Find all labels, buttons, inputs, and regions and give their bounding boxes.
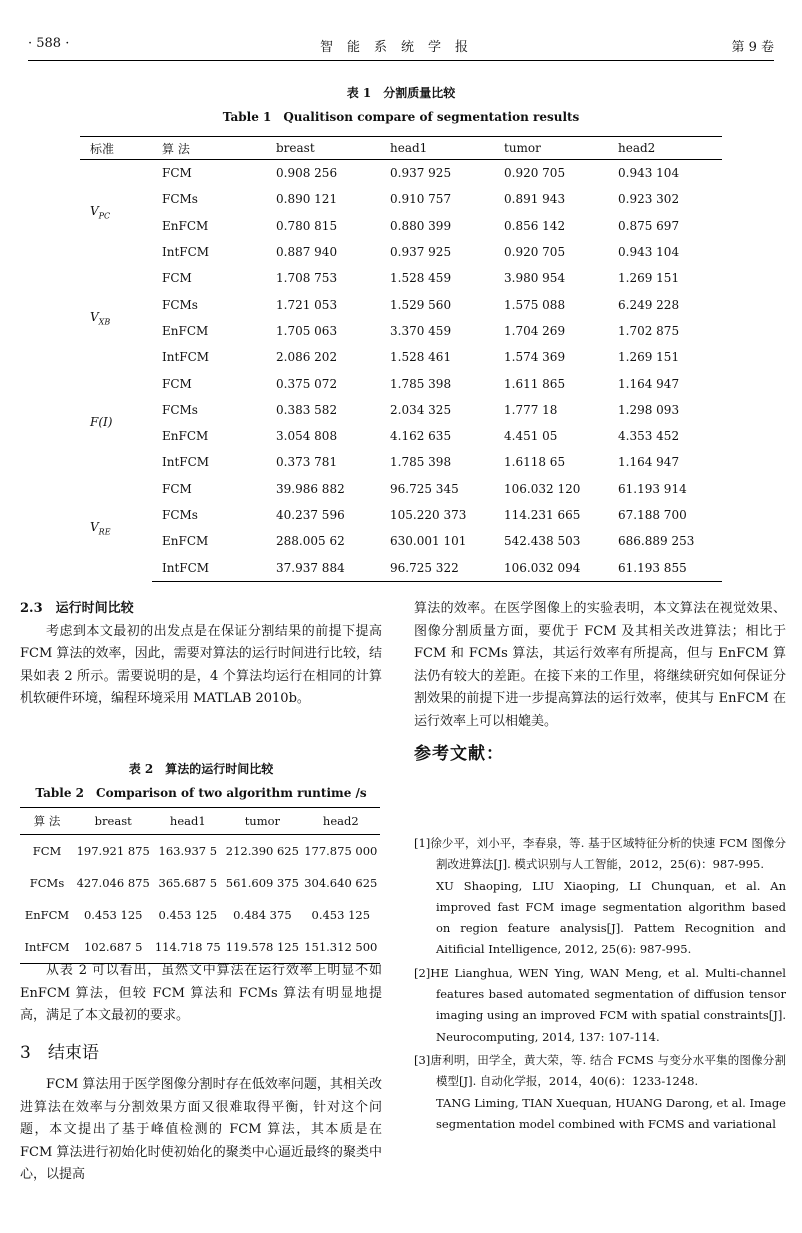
table1-algorithm-cell: FCM <box>162 481 192 496</box>
table1-value-cell: 4.353 452 <box>618 429 680 444</box>
table1-value-cell: 0.887 940 <box>276 245 338 260</box>
table1-value-cell: 0.910 757 <box>390 192 452 207</box>
table2-value-cell: 0.453 125 <box>158 908 218 922</box>
table1-value-cell: 542.438 503 <box>504 534 581 549</box>
table1-value-cell: 1.269 151 <box>618 350 680 365</box>
table1-row <box>80 528 722 554</box>
table1-value-cell: 4.162 635 <box>390 429 452 444</box>
table2-header-cell: head1 <box>152 808 223 835</box>
table1-value-cell: 39.986 882 <box>276 481 345 496</box>
table1-row <box>80 370 722 396</box>
table1-value-cell: 2.086 202 <box>276 350 338 365</box>
table2-caption-cn: 表 2 算法的运行时间比较 <box>128 762 274 776</box>
table1-value-cell: 1.528 461 <box>390 350 452 365</box>
table1-value-cell: 0.908 256 <box>276 166 338 181</box>
table1-value-cell: 67.188 700 <box>618 508 687 522</box>
table1-header-cell: head1 <box>380 137 494 160</box>
table1-value-cell: 61.193 914 <box>618 481 687 496</box>
table1-row <box>80 318 722 344</box>
table2-algorithm-cell: FCMs <box>29 876 65 890</box>
table1-value-cell: 3.054 808 <box>276 429 338 444</box>
table1-value-cell: 1.269 151 <box>618 271 680 286</box>
table1-value-cell: 4.451 05 <box>504 429 558 444</box>
table1-value-cell: 3.980 954 <box>504 271 566 286</box>
table1-algorithm-cell: FCM <box>162 271 192 286</box>
table1-criterion-cell: $V_{RE}$ <box>90 520 111 537</box>
table1-value-cell: 96.725 345 <box>390 481 459 496</box>
table1-value-cell: 1.528 459 <box>390 271 452 286</box>
reference-item: [2]HE Lianghua, WEN Ying, WAN Meng, et al. Multi-channel features based automated segmentation of diffusion tensor imaging using an improved FCM with spatial constraints[J]. Neurocomputing, 2014, 137: 107-114. <box>414 965 786 1044</box>
paragraph-runtime: 考虑到本文最初的出发点是在保证分割结果的前提下提高 FCM 算法的效率，因此，需要对算法的运行时间进行比较，结果如表 2 所示。需要说明的是，4 个算法均运行在相同的计算机软硬件环境，编程环境采用 MATLAB 2010b。 <box>20 623 382 706</box>
table1-value-cell: 61.193 855 <box>608 554 722 581</box>
volume-label: 第 9 卷 <box>731 40 774 55</box>
table1-header-cell: tumor <box>494 137 608 160</box>
table1-value-cell: 1.785 398 <box>390 376 452 391</box>
paragraph-conclusion-cont: 算法的效率。在医学图像上的实验表明，本文算法在视觉效果、图像分割质量方面，要优于 FCM 及其相关改进算法；相比于 FCM 和 FCMs 算法，其运行效率有所提高，但与 EnFCM 算法仍有较大的差距。在接下来的工作里，将继续研究如何保证分割效果的前提下进一步提高算法的运行效率，使其与 EnFCM 在运行效率上可以相媲美。 <box>414 601 786 729</box>
table2-algorithm-cell: FCM <box>32 844 62 858</box>
table1-row <box>80 423 722 449</box>
table1-value-cell: 114.231 665 <box>504 508 581 522</box>
table1-algorithm-cell: FCM <box>162 166 192 181</box>
table1-value-cell: 106.032 094 <box>494 554 608 581</box>
table1-algorithm-cell: EnFCM <box>162 429 209 444</box>
table2-header-cell: head2 <box>302 808 380 835</box>
table1-row <box>80 397 722 423</box>
table2 <box>20 807 380 964</box>
table1-value-cell: 0.920 705 <box>504 245 566 260</box>
table1-value-cell: 1.575 088 <box>504 297 566 312</box>
table1-value-cell: 2.034 325 <box>390 402 452 417</box>
table2-row <box>20 899 380 931</box>
section-3-heading: 3 结束语 <box>20 1042 99 1063</box>
table1-value-cell: 0.937 925 <box>390 245 452 260</box>
table1-row <box>80 213 722 239</box>
table1-criterion-cell: $V_{PC}$ <box>90 204 111 221</box>
table1-value-cell: 1.721 053 <box>276 297 338 312</box>
table1-row <box>80 239 722 265</box>
table1-row <box>80 554 722 581</box>
running-header <box>28 36 774 56</box>
paragraph-conclusion: FCM 算法用于医学图像分割时存在低效率问题，其相关改进算法在效率与分割效果方面又很难取得平衡，针对这个问题，本文提出了基于峰值检测的 FCM 算法，其本质是在 FCM 算法进行初始化时使初始化的聚类中心逼近最终的聚类中心，以提高 <box>20 1077 382 1182</box>
reference-item: [3]唐利明，田学全，黄大荣，等. 结合 FCMS 与变分水平集的图像分割模型[J]. 自动化学报，2014，40(6)：1233-1248. TANG Liming, TIAN Xuequan, HUANG Darong, et al. Image segmentation model combined with FCMS and variational <box>414 1052 786 1131</box>
table1-value-cell: 0.780 815 <box>276 218 338 233</box>
table1-value-cell: 1.705 063 <box>276 323 338 338</box>
table2-value-cell: 114.718 75 <box>152 931 223 964</box>
table2-value-cell: 119.578 125 <box>223 931 301 964</box>
table2-caption-en: Table 2 Comparison of two algorithm runtime /s <box>35 786 367 800</box>
table1-algorithm-cell: EnFCM <box>162 323 209 338</box>
table1-value-cell: 0.373 781 <box>276 455 338 470</box>
table1-row <box>80 291 722 317</box>
table1-value-cell: 1.529 560 <box>390 297 452 312</box>
table2-value-cell: 163.937 5 <box>158 844 218 858</box>
table1-value-cell: 630.001 101 <box>390 534 467 549</box>
table1-value-cell: 1.785 398 <box>390 455 452 470</box>
section-2-3-heading: 2.3 运行时间比较 <box>20 601 134 616</box>
table2-value-cell: 102.687 5 <box>74 931 152 964</box>
table1-row <box>80 476 722 502</box>
table1-algorithm-cell: FCMs <box>162 297 198 312</box>
references-list <box>414 833 786 1137</box>
table1-value-cell: 0.375 072 <box>276 376 338 391</box>
table2-value-cell: 151.312 500 <box>302 931 380 964</box>
table2-value-cell: 197.921 875 <box>76 844 150 858</box>
table1-value-cell: 1.611 865 <box>504 376 566 391</box>
table2-algorithm-cell: EnFCM <box>24 908 70 922</box>
table1-algorithm-cell: FCMs <box>162 192 198 207</box>
table1-header-cell: breast <box>266 137 380 160</box>
table1-algorithm-cell: FCM <box>162 376 192 391</box>
table1-row <box>80 502 722 528</box>
table1-value-cell: 1.164 947 <box>618 455 680 470</box>
table1-value-cell: 1.6118 65 <box>504 455 566 470</box>
table2-value-cell: 212.390 625 <box>225 844 299 858</box>
table1-caption-en: Table 1 Qualitison compare of segmentation results <box>222 110 580 124</box>
table1-header-cell: head2 <box>608 137 722 160</box>
table2-value-cell: 304.640 625 <box>304 876 378 890</box>
table2-value-cell: 0.453 125 <box>311 908 371 922</box>
table2-value-cell: 427.046 875 <box>76 876 150 890</box>
journal-name: 智能系统学报 <box>319 40 482 55</box>
table1-algorithm-cell: IntFCM <box>152 554 266 581</box>
table2-header-cell: 算 法 <box>20 808 74 835</box>
table1-header-row <box>80 137 722 160</box>
table1 <box>80 136 722 582</box>
table1-criterion-cell: F(I) <box>90 414 113 429</box>
table2-row <box>20 835 380 868</box>
table1-value-cell: 0.875 697 <box>618 218 680 233</box>
table1-value-cell: 686.889 253 <box>618 534 695 549</box>
table1-value-cell: 0.890 121 <box>276 192 338 207</box>
table1-value-cell: 0.383 582 <box>276 402 338 417</box>
table1-value-cell: 1.704 269 <box>504 323 566 338</box>
table1-value-cell: 1.777 18 <box>504 402 558 417</box>
table1-header-cell: 标准 <box>80 137 152 160</box>
table1-value-cell: 0.937 925 <box>390 166 452 181</box>
table1-algorithm-cell: FCMs <box>162 402 198 417</box>
table2-header-cell: tumor <box>223 808 301 835</box>
table1-value-cell: 96.725 322 <box>380 554 494 581</box>
table1-algorithm-cell: EnFCM <box>162 218 209 233</box>
table2-header-row <box>20 808 380 835</box>
table1-value-cell: 6.249 228 <box>618 297 680 312</box>
table1-value-cell: 0.880 399 <box>390 218 452 233</box>
table1-row <box>80 344 722 370</box>
table1-value-cell: 40.237 596 <box>276 508 345 522</box>
table1-value-cell: 105.220 373 <box>390 508 467 522</box>
table1-algorithm-cell: IntFCM <box>162 350 210 365</box>
table2-algorithm-cell: IntFCM <box>20 931 74 964</box>
page-number: · 588 · <box>28 36 70 51</box>
table1-value-cell: 0.943 104 <box>618 245 680 260</box>
table2-row <box>20 931 380 964</box>
left-column-lower <box>20 960 382 1187</box>
references-heading: 参考文献： <box>414 744 504 764</box>
table1-value-cell: 1.702 875 <box>618 323 680 338</box>
left-column <box>20 598 382 711</box>
reference-item: [1]徐少平，刘小平，李春泉，等. 基于区域特征分析的快速 FCM 图像分割改进算法[J]. 模式识别与人工智能，2012，25(6)：987-995. XU Shaoping, LIU Xiaoping, LI Chunquan, et al. An improved fast FCM image segmentation algorithm based on region feature analysis[J]. Pattem Recognition and Aitificial Intelligence, 2012, 25(6): 987-995. <box>414 836 786 957</box>
table1-value-cell: 37.937 884 <box>266 554 380 581</box>
table2-value-cell: 0.453 125 <box>83 908 143 922</box>
table1-value-cell: 1.574 369 <box>504 350 566 365</box>
table1-row <box>80 265 722 291</box>
table1-algorithm-cell: IntFCM <box>162 455 210 470</box>
table1-row <box>80 449 722 475</box>
table2-value-cell: 177.875 000 <box>304 844 378 858</box>
table2-body <box>20 835 380 964</box>
table1-header-cell: 算 法 <box>152 137 266 160</box>
table2-header-cell: breast <box>74 808 152 835</box>
table1-value-cell: 0.891 943 <box>504 192 566 207</box>
right-column <box>414 598 786 766</box>
table1-value-cell: 0.923 302 <box>618 192 680 207</box>
table2-value-cell: 0.484 375 <box>233 908 292 922</box>
table1-caption-cn: 表 1 分割质量比较 <box>346 86 456 100</box>
table1-value-cell: 1.298 093 <box>618 402 680 417</box>
table2-value-cell: 561.609 375 <box>225 876 299 890</box>
table1-value-cell: 1.164 947 <box>618 376 680 391</box>
table1-body <box>80 160 722 582</box>
table1-algorithm-cell: IntFCM <box>162 245 210 260</box>
table1-value-cell: 0.920 705 <box>504 166 566 181</box>
table1-row <box>80 160 722 187</box>
table1-value-cell: 288.005 62 <box>276 534 345 549</box>
header-rule <box>28 60 774 61</box>
table1-row <box>80 186 722 212</box>
table2-row <box>20 867 380 899</box>
table1-algorithm-cell: FCMs <box>162 508 198 522</box>
table2-value-cell: 365.687 5 <box>158 876 218 890</box>
table1-value-cell: 3.370 459 <box>390 323 452 338</box>
table1-value-cell: 0.943 104 <box>618 166 680 181</box>
table1-criterion-cell: $V_{XB}$ <box>90 309 111 326</box>
paragraph-table2-analysis: 从表 2 可以看出，虽然文中算法在运行效率上明显不如 EnFCM 算法，但较 FCM 算法和 FCMs 算法有明显地提高，满足了本文最初的要求。 <box>20 963 382 1023</box>
table1-value-cell: 0.856 142 <box>504 218 566 233</box>
table1-value-cell: 1.708 753 <box>276 271 338 286</box>
table1-algorithm-cell: EnFCM <box>162 534 209 549</box>
table1-value-cell: 106.032 120 <box>504 481 581 496</box>
